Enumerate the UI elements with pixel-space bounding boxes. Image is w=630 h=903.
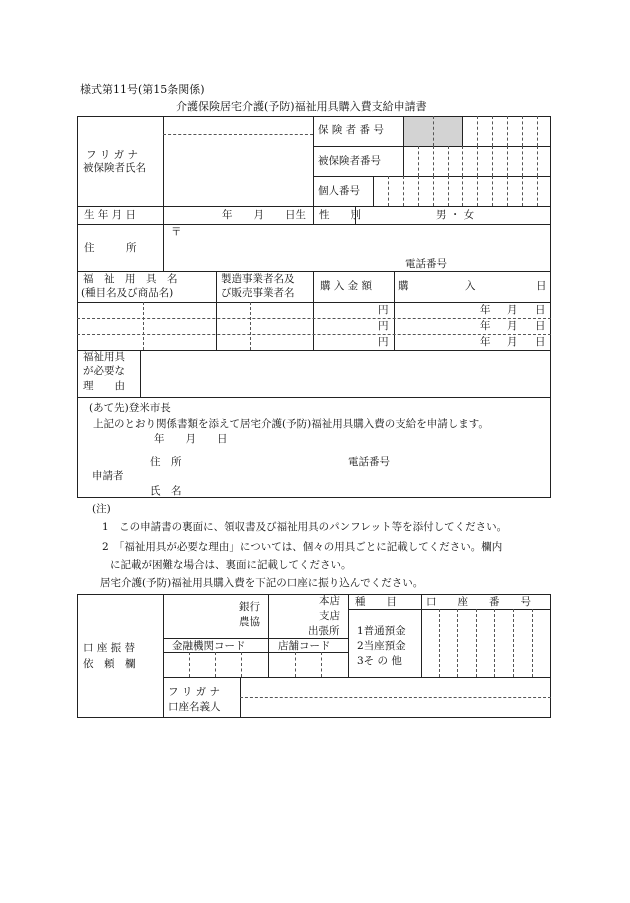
notes-heading: (注)	[92, 503, 111, 515]
address-label: 住 所	[84, 242, 137, 254]
reason-label-line1: 福祉用具	[83, 351, 125, 363]
addressee: (あて先)登米市長	[89, 402, 171, 414]
form-number: 様式第11号(第15条関係)	[80, 83, 205, 96]
yen-unit: 円	[378, 304, 389, 316]
insured-name-label: 被保険者氏名	[83, 162, 146, 174]
insurer-number-label: 保 険 者 番 号	[318, 124, 384, 136]
item-name-header: 福 祉 用 具 名	[83, 273, 178, 285]
agri-coop-label: 農協	[239, 616, 260, 628]
transfer-section-label-2: 依 頼 欄	[83, 658, 136, 670]
maker-header: 製造事業者名及	[221, 273, 295, 285]
insured-number-label: 被保険者番号	[318, 155, 381, 167]
account-number-label: 口 座 番 号	[426, 596, 531, 608]
branch-code-label: 店舗コード	[278, 640, 331, 652]
reason-label-line2: が必要な	[83, 365, 125, 377]
postal-mark: 〒	[171, 226, 182, 238]
transfer-section-label-1: 口 座 振 替	[83, 642, 136, 654]
yen-unit: 円	[378, 336, 389, 348]
applicant-address-label: 住 所	[150, 456, 182, 468]
branch-label: 支店	[319, 610, 340, 622]
purchase-date-header-c: 日	[536, 280, 547, 292]
account-type-other: 3そ の 他	[357, 655, 402, 667]
date-day: 日	[535, 320, 546, 332]
date-year: 年	[480, 320, 491, 332]
transfer-intro: 居宅介護(予防)福祉用具購入費を下記の口座に振り込んでください。	[100, 577, 424, 589]
account-holder-label: 口座名義人	[168, 701, 221, 713]
application-date: 年 月 日	[154, 433, 228, 445]
head-office-label: 本店	[319, 595, 340, 607]
sex-label: 性 別	[319, 209, 361, 221]
date-year: 年	[480, 304, 491, 316]
furigana-label: フ リ ガ ナ	[86, 149, 139, 161]
institution-code-label: 金融機関コード	[172, 640, 246, 652]
phone-label: 電話番号	[405, 258, 447, 270]
holder-furigana-label: フ リ ガ ナ	[168, 686, 221, 698]
sub-office-label: 出張所	[308, 625, 340, 637]
purchase-amount-header: 購 入 金 額	[320, 280, 373, 292]
note-2a: 2 「福祉用具が必要な理由」については、個々の用具ごとに記載してください。欄内	[102, 541, 503, 553]
date-month: 月	[507, 320, 518, 332]
bank-label: 銀行	[239, 601, 260, 613]
yen-unit: 円	[378, 320, 389, 332]
account-type-current: 2当座預金	[357, 640, 406, 652]
reason-label-line3: 理 由	[83, 380, 125, 392]
sex-options: 男 ・ 女	[436, 209, 475, 221]
application-statement: 上記のとおり関係書類を添えて居宅介護(予防)福祉用具購入費の支給を申請します。	[93, 418, 489, 430]
bank-transfer-table	[77, 594, 551, 718]
date-day: 日	[535, 304, 546, 316]
purchase-date-header-b: 入	[465, 280, 476, 292]
applicant-name-label: 氏 名	[150, 485, 182, 497]
purchase-date-header-a: 購	[398, 280, 409, 292]
applicant-phone-label: 電話番号	[348, 456, 390, 468]
note-2b: に記載が困難な場合は、裏面に記載してください。	[110, 559, 352, 571]
maker-subheader: び販売事業者名	[221, 287, 295, 299]
account-type-label: 種 目	[355, 596, 397, 608]
date-month: 月	[507, 304, 518, 316]
birth-date-format: 年 月 日生	[222, 209, 306, 221]
note-1: 1 この申請書の裏面に、領収書及び福祉用具のパンフレット等を添付してください。	[102, 521, 508, 533]
account-type-ordinary: 1普通預金	[357, 625, 406, 637]
date-day: 日	[535, 336, 546, 348]
personal-number-label: 個人番号	[318, 185, 360, 197]
date-month: 月	[507, 336, 518, 348]
birth-date-label: 生 年 月 日	[84, 209, 137, 221]
applicant-label: 申請者	[92, 470, 124, 482]
item-name-subheader: (種目名及び商品名)	[81, 287, 174, 299]
page-title: 介護保険居宅介護(予防)福祉用具購入費支給申請書	[176, 100, 427, 113]
date-year: 年	[480, 336, 491, 348]
